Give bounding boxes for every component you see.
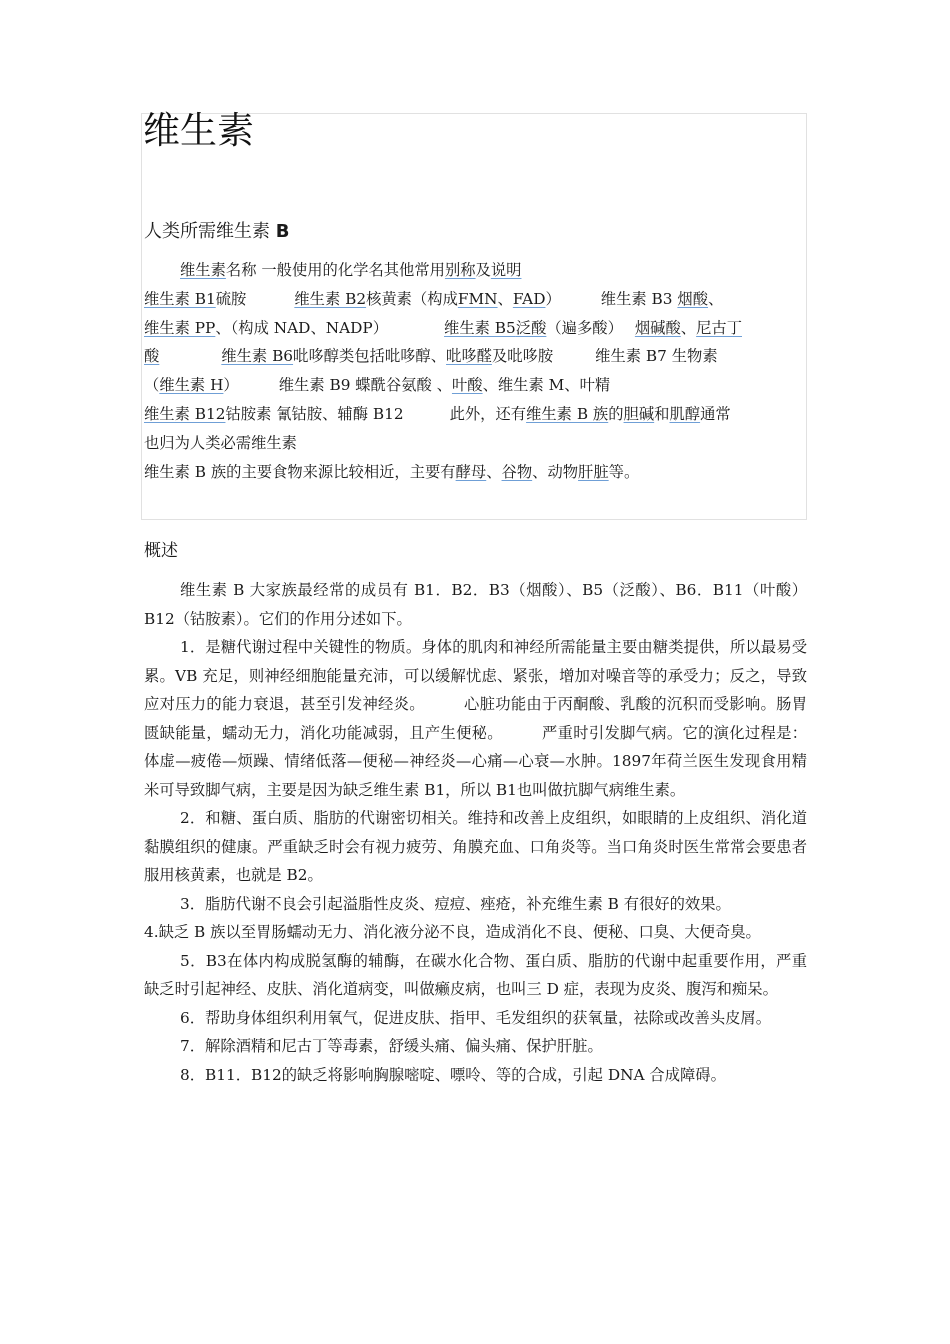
b7-text: 维生素 B7 生物素 <box>595 347 718 366</box>
extra-text4: 通常 <box>700 404 731 423</box>
link-pantothenic[interactable]: 泛酸 <box>515 318 547 337</box>
link-choline[interactable]: 胆碱 <box>623 404 655 423</box>
link-fmn[interactable]: FMN <box>457 289 498 308</box>
extra-text3: 和 <box>654 404 670 423</box>
b3-text: 维生素 B3 <box>600 289 673 308</box>
list-header <box>144 256 808 285</box>
pp-text: 、（构成 NAD、NADP） <box>215 318 389 337</box>
paragraph: 维生素 B 大家族最经常的成员有 B1．B2．B3（烟酸）、B5（泛酸）、B6．B11（叶酸）B12（钴胺素）。它们的作用分述如下。 <box>144 581 807 628</box>
b6-text: 吡哆醇类包括吡哆醇、 <box>293 347 447 366</box>
nic-sep: 、 <box>680 318 697 337</box>
link-nicotinic[interactable]: 烟碱酸 <box>634 318 681 337</box>
link-alias[interactable]: 别称 <box>444 261 476 279</box>
paragraph: 6．帮助身体组织利用氧气，促进皮肤、指甲、毛发组织的获氧量，祛除或改善头皮屑。 <box>180 1008 772 1027</box>
subheading <box>144 218 289 246</box>
b9-text: 维生素 B9 蝶酰谷氨酸 、 <box>278 376 452 395</box>
foods-text: 维生素 B 族的主要食物来源比较相近，主要有 <box>144 462 456 481</box>
b12-text: 钴胺素 氰钴胺、辅酶 B12 <box>225 404 404 423</box>
link-fad[interactable]: FAD <box>512 289 546 308</box>
paragraph: 7．解除酒精和尼古丁等毒素，舒缓头痛、偏头痛、保护肝脏。 <box>180 1037 603 1055</box>
b5-text: （遍多酸） <box>546 318 623 337</box>
foods-sep: 、 <box>486 462 502 481</box>
list-header-text: 名称 一般使用的化学名其他常用 <box>225 261 445 279</box>
extra-text2: 的 <box>608 404 624 423</box>
link-acid[interactable]: 酸 <box>144 347 160 366</box>
paragraph: 2．和糖、蛋白质、脂肪的代谢密切相关。维持和改善上皮组织，如眼睛的上皮组织、消化道黏膜组织的健康。严重缺乏时会有视力疲劳、角膜充血、口角炎等。当口角炎时医生常常会要患者服用核黄素，也就是 B2。 <box>144 809 807 884</box>
foods-end: 等。 <box>608 462 640 481</box>
link-niacin[interactable]: 烟酸 <box>677 289 708 308</box>
b7-close: ） <box>223 376 239 395</box>
link-b1[interactable]: 维生素 B1 <box>144 289 216 308</box>
link-vitamin-h[interactable]: 维生素 H <box>159 376 224 395</box>
extra-line2: 也归为人类必需维生素 <box>144 433 297 452</box>
list-block <box>144 285 808 487</box>
link-liver[interactable]: 肝脏 <box>578 462 609 481</box>
paragraph: 1．是糖代谢过程中关键性的物质。身体的肌肉和神经所需能量主要由糖类提供，所以最易受累。VB 充足，则神经细胞能量充沛，可以缓解忧虑、紧张，增加对噪音等的承受力；反之，导致应对压力的能力衰退，甚至引发神经炎。 心脏功能由于丙酮酸、乳酸的沉积而受影响。肠胃匮缺能量，蠕动无力，消化功能减弱，且产生便秘。 严重时引发脚气病。它的演化过程是：体虚—疲倦—烦躁、情绪低落—便秘—神经炎—心痛—心衰—水肿。1897年荷兰医生发现食用精米可导致脚气病，主要是因为缺乏维生素 B1，所以 B1也叫做抗脚气病维生素。 <box>144 638 807 799</box>
link-folic[interactable]: 叶酸 <box>451 376 483 395</box>
link-b-group[interactable]: 维生素 B 族 <box>526 404 609 423</box>
b6-text2: 及吡哆胺 <box>491 347 554 366</box>
link-note[interactable]: 说明 <box>490 261 522 279</box>
extra-text: 此外，还有 <box>449 404 527 423</box>
link-yeast[interactable]: 酵母 <box>455 462 487 481</box>
foods-text2: 、动物 <box>532 462 579 481</box>
link-b5[interactable]: 维生素 B5 <box>444 318 516 337</box>
link-pyridoxal[interactable]: 吡哆醛 <box>446 347 492 366</box>
link-grains[interactable]: 谷物 <box>501 462 533 481</box>
b9-text2: 、维生素 M、叶精 <box>482 376 611 395</box>
list-header-and: 及 <box>475 261 491 279</box>
b2-close: ） <box>545 289 561 308</box>
link-vitamin[interactable]: 维生素 <box>180 261 226 279</box>
subheading-text: 人类所需维生素 <box>144 221 270 242</box>
subheading-letter: B <box>275 221 290 242</box>
b7-open: （ <box>144 376 160 395</box>
link-nicotine[interactable]: 尼古丁 <box>696 318 742 337</box>
link-inositol[interactable]: 肌醇 <box>669 404 701 423</box>
overview-body <box>144 576 807 1089</box>
overview-title: 概述 <box>144 541 178 561</box>
b2-text: 核黄素（构成 <box>366 289 458 308</box>
link-pp[interactable]: 维生素 PP <box>144 318 216 337</box>
link-b12[interactable]: 维生素 B12 <box>144 404 226 423</box>
paragraph: 4.缺乏 B 族以至胃肠蠕动无力、消化液分泌不良，造成消化不良、便秘、口臭、大便奇臭。 <box>144 923 761 941</box>
paragraph: 5．B3在体内构成脱氢酶的辅酶，在碳水化合物、蛋白质、脂肪的代谢中起重要作用，严重缺乏时引起神经、皮肤、消化道病变，叫做癞皮病，也叫三 D 症，表现为皮炎、腹泻和痴呆。 <box>144 951 807 998</box>
link-b2[interactable]: 维生素 B2 <box>294 289 367 308</box>
b1-text: 硫胺 <box>215 289 247 308</box>
link-b6[interactable]: 维生素 B6 <box>221 347 294 366</box>
vitamin-list <box>144 256 808 486</box>
b2-sep: 、 <box>497 289 513 308</box>
paragraph: 3．脂肪代谢不良会引起溢脂性皮炎、痘痘、痤疮，补充维生素 B 有很好的效果。 <box>180 894 731 913</box>
b3-sep: 、 <box>708 289 724 308</box>
page-title: 维生素 <box>143 109 254 152</box>
paragraph: 8．B11．B12的缺乏将影响胸腺嘧啶、嘌呤、等的合成，引起 DNA 合成障碍。 <box>180 1065 726 1084</box>
